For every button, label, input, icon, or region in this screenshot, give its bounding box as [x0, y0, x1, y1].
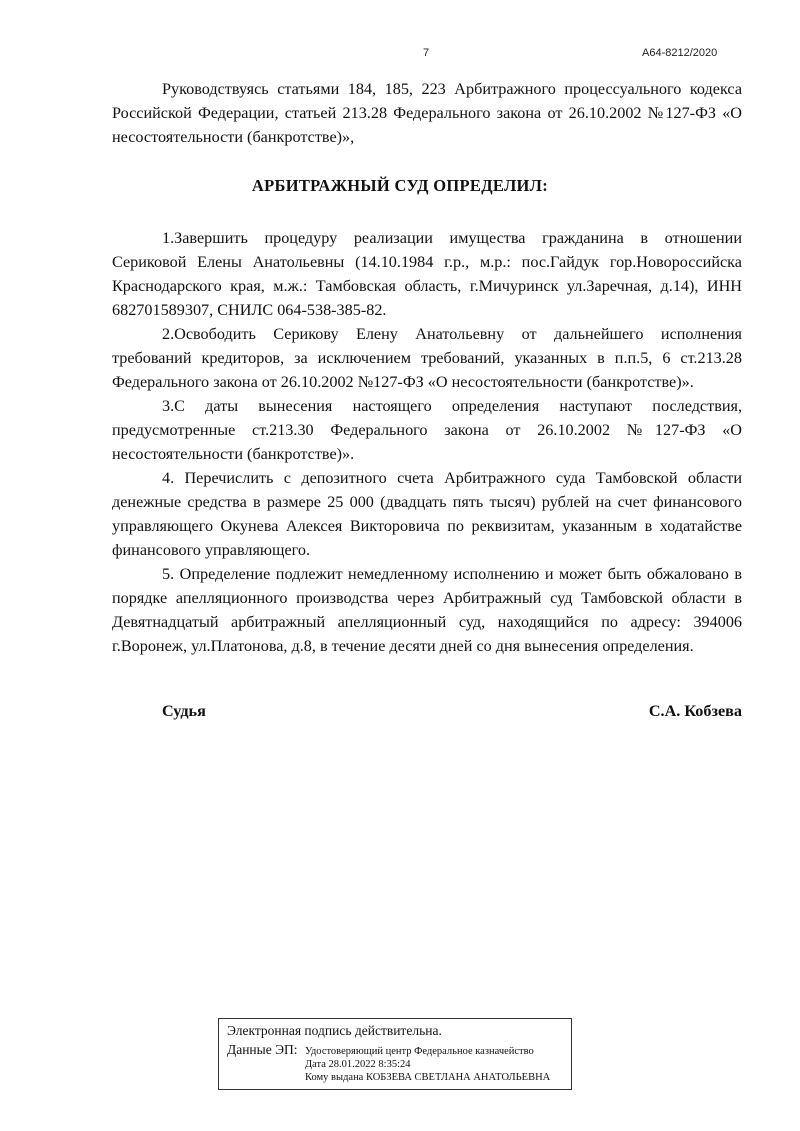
ruling-title: АРБИТРАЖНЫЙ СУД ОПРЕДЕЛИЛ: [251, 176, 549, 195]
ruling-item: 4. Перечислить с депозитного счета Арбитражного суда Тамбовской области денежные средства в размере 25 000 (двадцать пять тысяч) рублей на счет финансового управляющего Окунева Алексея Викторовича по реквизитам, указанным в ходатайстве финансового управляющего. [112, 469, 742, 559]
ruling-item: 3.С даты вынесения настоящего определения наступают последствия, предусмотренные ст.213.30 Федерального закона от 26.10.2002 №127-ФЗ «О несостоятельности (банкротстве)». [112, 397, 742, 463]
signature-block [162, 702, 742, 721]
page-number: 7 [423, 47, 430, 59]
e-signature-issued-to: Кому выдана КОБЗЕВА СВЕТЛАНА АНАТОЛЬЕВНА [305, 1072, 551, 1083]
intro-section [112, 77, 742, 149]
e-signature-label: Данные ЭП: [227, 1042, 298, 1057]
ruling-item: 2.Освободить Серикову Елену Анатольевну от дальнейшего исполнения требований кредиторов, за исключением требований, указанных в п.п.5, 6 ст.213.28 Федерального закона от 26.10.2002 №127-ФЗ «О несостоятельности (банкротстве)». [112, 325, 742, 391]
ruling-items [112, 226, 742, 658]
e-signature-issuer: Удостоверяющий центр Федеральное казначейство [305, 1046, 534, 1057]
e-signature-stamp [218, 1018, 572, 1090]
ruling-item: 1.Завершить процедуру реализации имущества гражданина в отношении Сериковой Елены Анатольевны (14.10.1984 г.р., м.р.: пос.Гайдук гор.Новороссийска Краснодарского края, м.ж.: Тамбовская область, г.Мичуринск ул.Заречная, д.14), ИНН 682701589307, СНИЛС 064-538-385-82. [112, 229, 742, 319]
e-signature-title: Электронная подпись действительна. [227, 1023, 442, 1038]
ruling-item: 5. Определение подлежит немедленному исполнению и может быть обжаловано в порядке апелляционного производства через Арбитражный суд Тамбовской области в Девятнадцатый арбитражный апелляционный суд, находящийся по адресу: 394006 г.Воронеж, ул.Платонова, д.8, в течение десяти дней со дня вынесения определения. [112, 565, 742, 655]
intro-paragraph: Руководствуясь статьями 184, 185, 223 Арбитражного процессуального кодекса Российской Федерации, статьей 213.28 Федерального закона от 26.10.2002 №127-ФЗ «О несостоятельности (банкротстве)», [112, 80, 742, 146]
case-number: А64-8212/2020 [642, 47, 718, 59]
judge-role: Судья [162, 702, 206, 720]
e-signature-date: Дата 28.01.2022 8:35:24 [305, 1059, 411, 1070]
judge-name: С.А. Кобзева [648, 702, 742, 720]
e-signature-details [305, 1045, 550, 1084]
